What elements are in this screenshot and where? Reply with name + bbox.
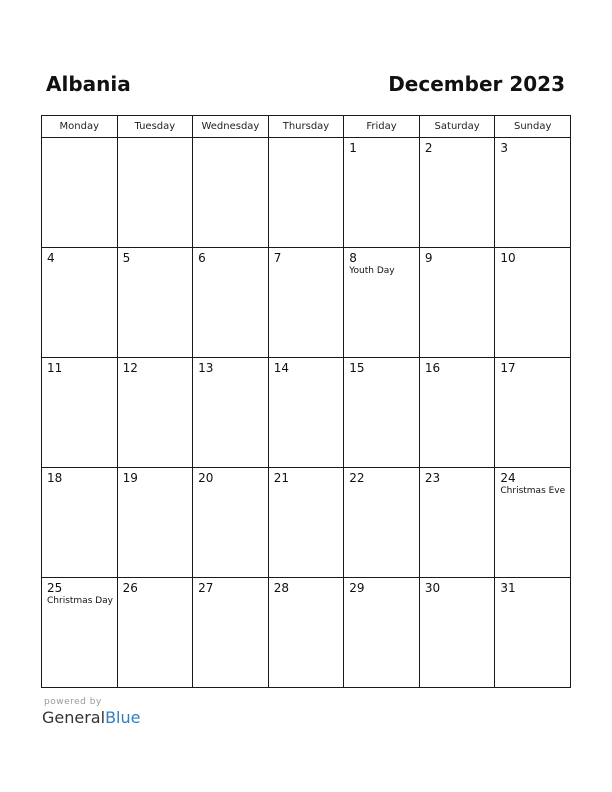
day-cell[interactable]	[117, 138, 193, 248]
day-number: 12	[122, 361, 138, 375]
weekday-thursday: Thursday	[268, 116, 344, 138]
day-cell[interactable]	[419, 358, 495, 468]
day-cell[interactable]	[117, 248, 193, 358]
day-number: 10	[500, 251, 516, 265]
day-number	[118, 138, 193, 141]
day-number: 26	[122, 581, 138, 595]
week-row	[42, 468, 571, 578]
week-row	[42, 138, 571, 248]
day-number: 31	[500, 581, 516, 595]
day-number: 29	[349, 581, 365, 595]
day-cell[interactable]	[495, 248, 571, 358]
day-number: 25	[47, 581, 63, 595]
day-cell[interactable]	[193, 578, 269, 688]
day-cell[interactable]	[344, 468, 420, 578]
day-cell[interactable]	[268, 358, 344, 468]
weekday-monday: Monday	[42, 116, 118, 138]
day-number: 6	[198, 251, 206, 265]
day-cell[interactable]	[419, 138, 495, 248]
day-number: 7	[273, 251, 282, 265]
weekday-wednesday: Wednesday	[193, 116, 269, 138]
day-number: 18	[47, 471, 63, 485]
day-cell[interactable]	[344, 358, 420, 468]
country-title: Albania	[46, 72, 131, 96]
day-cell[interactable]	[117, 468, 193, 578]
day-number	[193, 138, 268, 141]
day-number: 11	[47, 361, 63, 375]
day-cell[interactable]	[495, 468, 571, 578]
day-number: 22	[349, 471, 365, 485]
day-cell[interactable]	[268, 138, 344, 248]
day-number: 4	[47, 251, 55, 265]
day-cell[interactable]	[42, 578, 118, 688]
day-cell[interactable]	[419, 578, 495, 688]
holiday-label: Christmas Day	[47, 596, 114, 606]
brand-logo[interactable]	[42, 708, 140, 728]
weekday-saturday: Saturday	[419, 116, 495, 138]
week-row	[42, 578, 571, 688]
week-row	[42, 248, 571, 358]
weekday-friday: Friday	[344, 116, 420, 138]
day-cell[interactable]	[419, 468, 495, 578]
day-number: 15	[349, 361, 365, 375]
day-cell[interactable]	[344, 138, 420, 248]
day-cell[interactable]	[495, 138, 571, 248]
day-number: 16	[424, 361, 441, 375]
day-number: 28	[273, 581, 289, 595]
day-number: 20	[198, 471, 214, 485]
day-number	[269, 138, 344, 141]
brand-general-text: General	[42, 708, 106, 727]
day-number: 8	[349, 251, 357, 265]
powered-by-text: powered by	[44, 697, 102, 707]
day-number: 1	[349, 141, 357, 155]
brand-blue-text: Blue	[105, 708, 141, 727]
weekday-tuesday: Tuesday	[117, 116, 193, 138]
weekday-sunday: Sunday	[495, 116, 571, 138]
day-number: 27	[198, 581, 214, 595]
day-number: 5	[122, 251, 131, 265]
day-cell[interactable]	[193, 358, 269, 468]
weekday-header-row	[42, 116, 571, 138]
holiday-label: Youth Day	[349, 266, 395, 276]
day-cell[interactable]	[42, 468, 118, 578]
day-cell[interactable]	[268, 248, 344, 358]
calendar-body	[42, 138, 571, 688]
day-number	[42, 138, 117, 141]
day-cell[interactable]	[268, 578, 344, 688]
day-number: 21	[273, 471, 289, 485]
day-number: 17	[500, 361, 516, 375]
week-row	[42, 358, 571, 468]
day-cell[interactable]	[117, 358, 193, 468]
holiday-label: Christmas Eve	[500, 486, 566, 496]
day-number: 2	[424, 141, 433, 155]
day-number: 13	[198, 361, 214, 375]
day-number: 3	[500, 141, 509, 155]
day-number: 9	[424, 251, 433, 265]
day-cell[interactable]	[42, 138, 118, 248]
day-cell[interactable]	[495, 578, 571, 688]
day-cell[interactable]	[268, 468, 344, 578]
day-number: 30	[424, 581, 441, 595]
day-number: 24	[500, 471, 516, 485]
day-cell[interactable]	[344, 578, 420, 688]
day-cell[interactable]	[42, 358, 118, 468]
day-cell[interactable]	[117, 578, 193, 688]
day-number: 14	[273, 361, 289, 375]
month-title: December 2023	[388, 72, 565, 96]
footer	[42, 697, 140, 728]
day-cell[interactable]	[495, 358, 571, 468]
day-cell[interactable]	[193, 468, 269, 578]
day-cell[interactable]	[344, 248, 420, 358]
day-cell[interactable]	[193, 248, 269, 358]
day-cell[interactable]	[193, 138, 269, 248]
day-cell[interactable]	[419, 248, 495, 358]
calendar-grid	[41, 115, 571, 688]
day-number: 23	[424, 471, 441, 485]
day-number: 19	[122, 471, 138, 485]
day-cell[interactable]	[42, 248, 118, 358]
